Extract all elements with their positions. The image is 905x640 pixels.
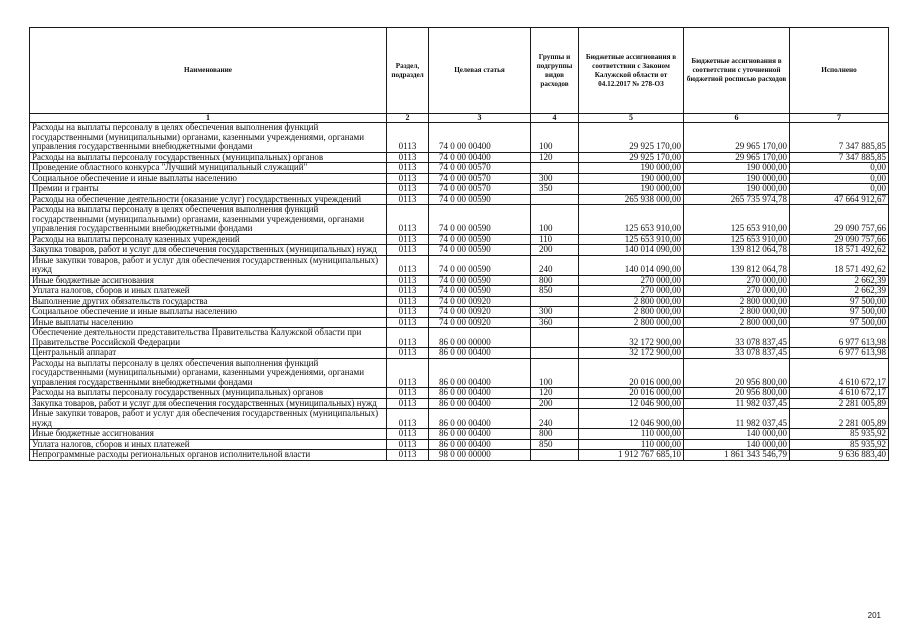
row-executed: 0,00 [790, 184, 889, 195]
row-target-article: 74 0 00 00570 [429, 163, 531, 174]
row-law-allocation: 140 014 090,00 [579, 245, 684, 256]
table-row [30, 173, 889, 184]
row-refined-allocation: 2 800 000,00 [684, 296, 790, 307]
row-name: Иные выплаты населению [30, 317, 387, 328]
row-target-article: 86 0 00 00400 [429, 358, 531, 388]
row-name: Непрограммные расходы региональных органов исполнительной власти [30, 450, 387, 461]
row-law-allocation: 1 912 767 685,10 [579, 450, 684, 461]
row-expense-group: 100 [531, 123, 579, 153]
row-section: 0113 [387, 163, 429, 174]
row-executed: 29 090 757,66 [790, 234, 889, 245]
row-expense-group: 100 [531, 358, 579, 388]
row-target-article: 74 0 00 00590 [429, 205, 531, 235]
row-name: Уплата налогов, сборов и иных платежей [30, 439, 387, 450]
row-target-article: 74 0 00 00400 [429, 123, 531, 153]
row-law-allocation: 20 016 000,00 [579, 358, 684, 388]
row-law-allocation: 190 000,00 [579, 163, 684, 174]
column-number: 3 [429, 114, 531, 123]
table-body [30, 123, 889, 461]
row-expense-group: 120 [531, 152, 579, 163]
row-law-allocation: 125 653 910,00 [579, 205, 684, 235]
row-law-allocation: 32 172 900,00 [579, 348, 684, 359]
page-number: 201 [867, 611, 881, 620]
row-target-article: 74 0 00 00590 [429, 255, 531, 275]
row-target-article: 86 0 00 00000 [429, 328, 531, 348]
row-name: Расходы на выплаты персоналу в целях обеспечения выполнения функций государственными (муниципальными) органами, казенными учреждениями, органами управления государственными внебюджетными фондами [30, 205, 387, 235]
row-executed: 85 935,92 [790, 439, 889, 450]
row-refined-allocation: 33 078 837,45 [684, 348, 790, 359]
row-name: Иные бюджетные ассигнования [30, 429, 387, 440]
row-law-allocation: 29 925 170,00 [579, 123, 684, 153]
column-number: 4 [531, 114, 579, 123]
row-section: 0113 [387, 317, 429, 328]
table-row [30, 450, 889, 461]
table-row [30, 286, 889, 297]
table-row [30, 152, 889, 163]
row-executed: 0,00 [790, 163, 889, 174]
row-refined-allocation: 11 982 037,45 [684, 398, 790, 409]
row-executed: 2 662,39 [790, 286, 889, 297]
column-number: 2 [387, 114, 429, 123]
row-executed: 29 090 757,66 [790, 205, 889, 235]
row-section: 0113 [387, 286, 429, 297]
row-target-article: 98 0 00 00000 [429, 450, 531, 461]
row-law-allocation: 110 000,00 [579, 439, 684, 450]
table-row [30, 409, 889, 429]
row-executed: 6 977 613,98 [790, 328, 889, 348]
row-law-allocation: 2 800 000,00 [579, 317, 684, 328]
row-expense-group [531, 296, 579, 307]
row-target-article: 86 0 00 00400 [429, 388, 531, 399]
row-target-article: 86 0 00 00400 [429, 429, 531, 440]
row-executed: 97 500,00 [790, 296, 889, 307]
row-target-article: 74 0 00 00920 [429, 296, 531, 307]
row-expense-group [531, 163, 579, 174]
header-section: Раздел, подраздел [387, 28, 429, 114]
row-executed: 0,00 [790, 173, 889, 184]
row-refined-allocation: 190 000,00 [684, 184, 790, 195]
row-section: 0113 [387, 152, 429, 163]
row-target-article: 74 0 00 00570 [429, 184, 531, 195]
row-refined-allocation: 2 800 000,00 [684, 307, 790, 318]
row-section: 0113 [387, 275, 429, 286]
row-target-article: 74 0 00 00590 [429, 245, 531, 256]
table-row [30, 388, 889, 399]
row-law-allocation: 190 000,00 [579, 184, 684, 195]
table-row [30, 358, 889, 388]
column-number: 6 [684, 114, 790, 123]
header-name: Наименование [30, 28, 387, 114]
table-row [30, 429, 889, 440]
row-law-allocation: 270 000,00 [579, 275, 684, 286]
row-section: 0113 [387, 194, 429, 205]
row-target-article: 86 0 00 00400 [429, 348, 531, 359]
table-row [30, 205, 889, 235]
table-row [30, 348, 889, 359]
row-law-allocation: 125 653 910,00 [579, 234, 684, 245]
table-row [30, 328, 889, 348]
header-refined-allocations: Бюджетные ассигнования в соответствии с уточненной бюджетной росписью расходов [684, 28, 790, 114]
table-row [30, 123, 889, 153]
row-executed: 97 500,00 [790, 317, 889, 328]
header-executed: Исполнено [790, 28, 889, 114]
row-name: Обеспечение деятельности представительства Правительства Калужской области при Правительстве Российской Федерации [30, 328, 387, 348]
row-section: 0113 [387, 358, 429, 388]
row-refined-allocation: 1 861 343 546,79 [684, 450, 790, 461]
header-law-allocations: Бюджетные ассигнования в соответствии с Законом Калужской области от 04.12.2017 № 278-ОЗ [579, 28, 684, 114]
row-executed: 18 571 492,62 [790, 245, 889, 256]
row-executed: 97 500,00 [790, 307, 889, 318]
row-target-article: 74 0 00 00920 [429, 307, 531, 318]
row-target-article: 86 0 00 00400 [429, 398, 531, 409]
row-name: Выполнение других обязательств государства [30, 296, 387, 307]
row-section: 0113 [387, 184, 429, 195]
header-row [30, 28, 889, 114]
row-refined-allocation: 140 000,00 [684, 429, 790, 440]
header-target-article: Целевая статья [429, 28, 531, 114]
row-expense-group: 200 [531, 398, 579, 409]
row-expense-group [531, 348, 579, 359]
row-target-article: 74 0 00 00590 [429, 194, 531, 205]
row-law-allocation: 32 172 900,00 [579, 328, 684, 348]
row-refined-allocation: 29 965 170,00 [684, 123, 790, 153]
row-name: Социальное обеспечение и иные выплаты населению [30, 173, 387, 184]
row-law-allocation: 12 046 900,00 [579, 398, 684, 409]
row-refined-allocation: 270 000,00 [684, 286, 790, 297]
row-expense-group: 800 [531, 429, 579, 440]
row-refined-allocation: 270 000,00 [684, 275, 790, 286]
row-law-allocation: 20 016 000,00 [579, 388, 684, 399]
row-section: 0113 [387, 307, 429, 318]
row-name: Премии и гранты [30, 184, 387, 195]
row-expense-group: 850 [531, 286, 579, 297]
row-name: Расходы на выплаты персоналу казенных учреждений [30, 234, 387, 245]
table-row [30, 255, 889, 275]
row-section: 0113 [387, 388, 429, 399]
row-expense-group: 300 [531, 307, 579, 318]
row-executed: 6 977 613,98 [790, 348, 889, 359]
row-refined-allocation: 29 965 170,00 [684, 152, 790, 163]
table-row [30, 307, 889, 318]
row-expense-group: 350 [531, 184, 579, 195]
row-section: 0113 [387, 245, 429, 256]
row-target-article: 74 0 00 00570 [429, 173, 531, 184]
row-executed: 4 610 672,17 [790, 388, 889, 399]
column-number: 5 [579, 114, 684, 123]
table-row [30, 398, 889, 409]
row-name: Иные закупки товаров, работ и услуг для обеспечения государственных (муниципальных) нужд [30, 255, 387, 275]
row-target-article: 74 0 00 00590 [429, 234, 531, 245]
row-section: 0113 [387, 173, 429, 184]
row-expense-group [531, 450, 579, 461]
row-name: Закупка товаров, работ и услуг для обеспечения государственных (муниципальных) нужд [30, 245, 387, 256]
row-name: Закупка товаров, работ и услуг для обеспечения государственных (муниципальных) нужд [30, 398, 387, 409]
row-executed: 2 662,39 [790, 275, 889, 286]
table-row [30, 245, 889, 256]
row-section: 0113 [387, 205, 429, 235]
row-section: 0113 [387, 123, 429, 153]
row-target-article: 86 0 00 00400 [429, 409, 531, 429]
row-section: 0113 [387, 255, 429, 275]
row-section: 0113 [387, 439, 429, 450]
row-section: 0113 [387, 348, 429, 359]
row-executed: 7 347 885,85 [790, 123, 889, 153]
row-law-allocation: 190 000,00 [579, 173, 684, 184]
table-row [30, 296, 889, 307]
row-expense-group: 240 [531, 409, 579, 429]
row-law-allocation: 270 000,00 [579, 286, 684, 297]
row-refined-allocation: 33 078 837,45 [684, 328, 790, 348]
row-name: Расходы на выплаты персоналу в целях обеспечения выполнения функций государственными (муниципальными) органами, казенными учреждениями, органами управления государственными внебюджетными фондами [30, 123, 387, 153]
row-refined-allocation: 190 000,00 [684, 173, 790, 184]
row-expense-group [531, 328, 579, 348]
row-refined-allocation: 190 000,00 [684, 163, 790, 174]
table-row [30, 317, 889, 328]
row-refined-allocation: 139 812 064,78 [684, 255, 790, 275]
table-row [30, 163, 889, 174]
row-executed: 7 347 885,85 [790, 152, 889, 163]
row-section: 0113 [387, 398, 429, 409]
row-name: Расходы на выплаты персоналу государственных (муниципальных) органов [30, 388, 387, 399]
row-refined-allocation: 140 000,00 [684, 439, 790, 450]
table-row [30, 194, 889, 205]
row-expense-group: 850 [531, 439, 579, 450]
row-expense-group [531, 194, 579, 205]
row-name: Иные закупки товаров, работ и услуг для обеспечения государственных (муниципальных) нужд [30, 409, 387, 429]
column-number-row [30, 114, 889, 123]
row-refined-allocation: 125 653 910,00 [684, 234, 790, 245]
row-section: 0113 [387, 409, 429, 429]
row-name: Центральный аппарат [30, 348, 387, 359]
row-executed: 47 664 912,67 [790, 194, 889, 205]
row-refined-allocation: 139 812 064,78 [684, 245, 790, 256]
row-law-allocation: 265 938 000,00 [579, 194, 684, 205]
row-refined-allocation: 20 956 800,00 [684, 388, 790, 399]
row-refined-allocation: 20 956 800,00 [684, 358, 790, 388]
row-refined-allocation: 125 653 910,00 [684, 205, 790, 235]
row-expense-group: 100 [531, 205, 579, 235]
row-section: 0113 [387, 450, 429, 461]
row-executed: 4 610 672,17 [790, 358, 889, 388]
row-name: Иные бюджетные ассигнования [30, 275, 387, 286]
column-number: 7 [790, 114, 889, 123]
row-executed: 2 281 005,89 [790, 409, 889, 429]
row-refined-allocation: 265 735 974,78 [684, 194, 790, 205]
table-row [30, 439, 889, 450]
row-expense-group: 360 [531, 317, 579, 328]
row-name: Расходы на обеспечение деятельности (оказание услуг) государственных учреждений [30, 194, 387, 205]
row-name: Расходы на выплаты персоналу в целях обеспечения выполнения функций государственными (муниципальными) органами, казенными учреждениями, органами управления государственными внебюджетными фондами [30, 358, 387, 388]
row-expense-group: 240 [531, 255, 579, 275]
row-executed: 18 571 492,62 [790, 255, 889, 275]
row-executed: 2 281 005,89 [790, 398, 889, 409]
table-row [30, 234, 889, 245]
row-section: 0113 [387, 296, 429, 307]
row-target-article: 74 0 00 00400 [429, 152, 531, 163]
row-expense-group: 200 [531, 245, 579, 256]
row-law-allocation: 110 000,00 [579, 429, 684, 440]
row-name: Социальное обеспечение и иные выплаты населению [30, 307, 387, 318]
row-section: 0113 [387, 328, 429, 348]
row-executed: 9 636 883,40 [790, 450, 889, 461]
row-law-allocation: 2 800 000,00 [579, 296, 684, 307]
row-name: Уплата налогов, сборов и иных платежей [30, 286, 387, 297]
report-sheet [29, 27, 888, 461]
header-expense-group: Группы и подгруппы видов расходов [531, 28, 579, 114]
table-row [30, 275, 889, 286]
row-section: 0113 [387, 429, 429, 440]
row-section: 0113 [387, 234, 429, 245]
budget-table [29, 27, 889, 461]
column-number: 1 [30, 114, 387, 123]
row-executed: 85 935,92 [790, 429, 889, 440]
row-law-allocation: 140 014 090,00 [579, 255, 684, 275]
row-target-article: 74 0 00 00920 [429, 317, 531, 328]
row-expense-group: 120 [531, 388, 579, 399]
row-refined-allocation: 11 982 037,45 [684, 409, 790, 429]
row-expense-group: 300 [531, 173, 579, 184]
row-name: Расходы на выплаты персоналу государственных (муниципальных) органов [30, 152, 387, 163]
row-target-article: 86 0 00 00400 [429, 439, 531, 450]
row-law-allocation: 29 925 170,00 [579, 152, 684, 163]
row-law-allocation: 2 800 000,00 [579, 307, 684, 318]
row-refined-allocation: 2 800 000,00 [684, 317, 790, 328]
row-target-article: 74 0 00 00590 [429, 286, 531, 297]
row-expense-group: 110 [531, 234, 579, 245]
row-target-article: 74 0 00 00590 [429, 275, 531, 286]
row-expense-group: 800 [531, 275, 579, 286]
row-law-allocation: 12 046 900,00 [579, 409, 684, 429]
table-row [30, 184, 889, 195]
row-name: Проведение областного конкурса "Лучший муниципальный служащий" [30, 163, 387, 174]
